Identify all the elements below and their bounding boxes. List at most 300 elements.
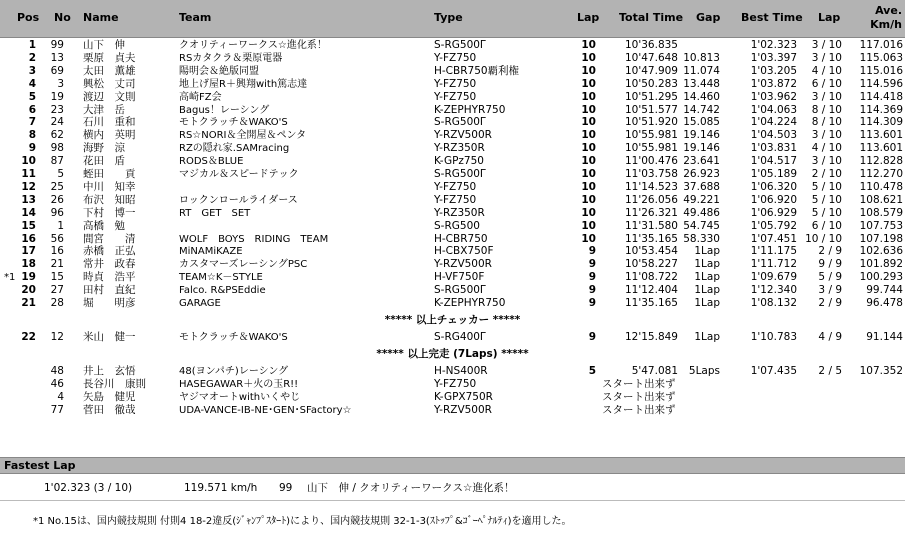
cell-pos: 9 (28, 142, 36, 155)
col-speed-header: Ave. Km/h (870, 4, 902, 31)
table-row (0, 391, 905, 404)
cell-no: 62 (50, 129, 64, 142)
cell-best-lap: 6 / 10 (811, 77, 842, 90)
cell-best-lap: 2 / 10 (811, 168, 842, 180)
col-pos-header: Pos (17, 11, 40, 24)
cell-total-time: 11'35.165 (625, 232, 678, 245)
cell-best-lap: 3 / 10 (811, 51, 842, 64)
col-total-time-header: Total Time (619, 11, 684, 24)
cell-team: WOLF BOYS RIDING TEAM (179, 233, 329, 245)
cell-gap: 54.745 (683, 219, 720, 232)
cell-speed: 107.753 (859, 219, 903, 232)
table-row (0, 116, 905, 129)
cell-gap: 19.146 (683, 142, 720, 155)
cell-best-lap: 9 / 9 (818, 258, 842, 271)
cell-pos: 16 (21, 232, 36, 245)
cell-pos: 19 (21, 271, 36, 284)
cell-type: Y-FZ750 (434, 378, 477, 390)
cell-speed: 100.293 (859, 271, 903, 284)
cell-total-time: 11'35.165 (625, 297, 678, 309)
cell-type: K-GPX750R (434, 390, 493, 403)
cell-gap: 49.221 (683, 193, 720, 206)
cell-name: 布沢 知昭 (83, 193, 136, 206)
cell-lap: 10 (581, 155, 596, 168)
cell-speed: 114.309 (859, 116, 903, 129)
cell-lap: 10 (581, 180, 596, 193)
cell-type: Y-FZ750 (434, 90, 477, 103)
cell-total-time: 5'47.081 (631, 365, 678, 378)
cell-name: 田村 直紀 (83, 284, 136, 297)
cell-team: RODS＆BLUE (179, 156, 244, 168)
cell-speed: 113.601 (859, 129, 903, 142)
cell-type: Y-RZV500R (434, 129, 492, 142)
cell-best-time: 1'03.962 (750, 90, 797, 103)
table-row (0, 233, 905, 246)
cell-best-time: 1'04.224 (750, 116, 797, 129)
cell-total-time: 11'26.321 (625, 206, 678, 219)
cell-pos: 17 (21, 245, 36, 258)
cell-speed: 102.636 (859, 245, 903, 258)
cell-type: S-RG500Γ (434, 168, 486, 180)
cell-name: 石川 重和 (83, 116, 136, 129)
cell-no: 69 (50, 64, 64, 77)
cell-name: 時貞 浩平 (83, 271, 136, 284)
cell-best-lap: 3 / 10 (811, 39, 842, 51)
cell-total-time: 10'51.577 (625, 103, 678, 116)
cell-lap: 10 (581, 77, 596, 90)
cell-best-time: 1'03.831 (750, 142, 797, 155)
cell-lap: 10 (581, 206, 596, 219)
cell-type: H-CBR750覇利権 (434, 64, 520, 77)
cell-no: 48 (50, 365, 64, 378)
cell-no: 13 (50, 51, 64, 64)
cell-name: 常井 政春 (83, 258, 136, 271)
cell-best-lap: 8 / 10 (811, 103, 842, 116)
cell-pos: 10 (21, 155, 36, 168)
col-type-header: Type (434, 11, 463, 24)
cell-team: モトクラッチ＆WAKO'S (179, 332, 288, 344)
cell-best-lap: 5 / 10 (811, 180, 842, 193)
table-row (0, 258, 905, 271)
fastest-lap-header (0, 457, 905, 474)
table-row (0, 297, 905, 310)
cell-team: ヤジマオートwithいくやじ (179, 391, 301, 403)
cell-lap: 10 (581, 168, 596, 180)
cell-speed: 117.016 (859, 39, 903, 51)
table-row (0, 284, 905, 297)
cell-speed: 110.478 (859, 180, 903, 193)
cell-lap: 10 (581, 39, 596, 51)
cell-team: RSカタクラ＆栗原電器 (179, 52, 283, 64)
cell-name: 蛭田 貢 (83, 168, 136, 180)
cell-type: S-RG400Γ (434, 331, 486, 344)
cell-team: 高崎FZ会 (179, 91, 222, 103)
cell-lap: 10 (581, 219, 596, 232)
cell-best-lap: 5 / 9 (818, 271, 842, 284)
fastest-lap-label: Fastest Lap (4, 459, 76, 472)
col-name-header: Name (83, 11, 119, 24)
cell-best-lap: 6 / 10 (811, 219, 842, 232)
cell-no: 1 (57, 219, 64, 232)
cell-gap: 14.460 (683, 90, 720, 103)
cell-team: マジカル＆スピードテック (179, 169, 299, 180)
cell-lap: 10 (581, 51, 596, 64)
cell-lap: 10 (581, 193, 596, 206)
cell-no: 4 (57, 390, 64, 403)
penalty-mark: *1 (4, 272, 16, 284)
fastest-lap-no: 99 (279, 482, 293, 494)
cell-no: 12 (50, 331, 64, 344)
cell-speed: 114.418 (859, 90, 903, 103)
cell-best-lap: 5 / 10 (811, 193, 842, 206)
fastest-lap-rider: 山下 伸 / クオリティーワークス☆進化系！ (307, 482, 515, 494)
results-header (0, 0, 905, 38)
cell-speed: 112.828 (859, 155, 903, 168)
cell-best-time: 1'08.132 (750, 297, 797, 309)
cell-best-time: 1'05.189 (750, 168, 797, 180)
cell-best-lap: 5 / 10 (811, 206, 842, 219)
cell-pos: 7 (28, 116, 36, 129)
cell-name: 興松 丈司 (83, 77, 136, 90)
cell-name: 山下 伸 (83, 39, 125, 51)
cell-best-time: 1'04.517 (750, 155, 797, 168)
table-row (0, 129, 905, 142)
cell-gap: 14.742 (683, 103, 720, 116)
table-row (0, 104, 905, 117)
table-row (0, 378, 905, 391)
cell-speed: 107.352 (859, 365, 903, 378)
table-row (0, 78, 905, 91)
cell-gap: 10.813 (683, 51, 720, 64)
cell-total-time: 10'55.981 (625, 142, 678, 155)
cell-pos: 1 (28, 39, 36, 51)
cell-total-time: 10'47.909 (625, 64, 678, 77)
cell-lap: 10 (581, 142, 596, 155)
cell-status: スタート出来ず (602, 390, 676, 403)
cell-total-time: 11'03.758 (625, 168, 678, 180)
cell-best-lap: 2 / 5 (818, 365, 842, 378)
cell-team: 48(ヨンパチ)レーシング (179, 366, 289, 378)
cell-total-time: 10'51.295 (625, 90, 678, 103)
cell-gap: 26.923 (683, 168, 720, 180)
cell-no: 15 (50, 271, 64, 284)
cell-no: 56 (50, 232, 64, 245)
table-row (0, 39, 905, 52)
cell-speed: 107.198 (859, 232, 903, 245)
separator-line: ***** 以上完走 (7Laps) ***** (376, 348, 529, 361)
cell-best-time: 1'11.712 (750, 258, 797, 271)
table-row (0, 142, 905, 155)
cell-team: MiNAMiKAZE (179, 246, 243, 258)
table-row (0, 365, 905, 378)
cell-pos: 5 (28, 90, 36, 103)
cell-name: 赤橋 正弘 (83, 245, 136, 258)
cell-total-time: 11'12.404 (625, 284, 678, 297)
cell-no: 19 (50, 90, 64, 103)
cell-name: 長谷川 康則 (83, 378, 146, 390)
table-row (0, 194, 905, 207)
cell-best-time: 1'04.063 (750, 103, 797, 116)
cell-total-time: 10'55.981 (625, 129, 678, 142)
cell-lap: 10 (581, 232, 596, 245)
cell-lap: 9 (588, 331, 596, 344)
cell-speed: 114.596 (859, 77, 903, 90)
cell-status: スタート出来ず (602, 378, 676, 390)
cell-type: K-GPz750 (434, 155, 484, 168)
cell-type: K-ZEPHYR750 (434, 297, 506, 309)
cell-type: S-RG500Γ (434, 39, 486, 51)
cell-best-time: 1'10.783 (750, 331, 797, 344)
cell-gap: 49.486 (683, 206, 720, 219)
cell-type: Y-RZ350R (434, 206, 485, 219)
cell-best-time: 1'07.435 (750, 365, 797, 378)
table-row (0, 168, 905, 181)
cell-gap: 1Lap (694, 271, 720, 284)
cell-name: 堀 明彦 (83, 297, 136, 309)
cell-best-time: 1'07.451 (750, 232, 797, 245)
cell-best-lap: 2 / 9 (818, 297, 842, 309)
cell-gap: 5Laps (688, 365, 720, 378)
cell-team: GARAGE (179, 298, 221, 309)
cell-speed: 108.579 (859, 206, 903, 219)
cell-best-lap: 3 / 9 (818, 284, 842, 297)
cell-lap: 10 (581, 64, 596, 77)
cell-name: 花田 盾 (83, 155, 125, 168)
cell-team: 陽明会＆絶版同盟 (179, 65, 259, 77)
cell-pos: 21 (21, 297, 36, 309)
cell-no: 96 (50, 206, 64, 219)
table-row (0, 404, 905, 417)
cell-type: Y-RZV500R (434, 258, 492, 271)
cell-type: Y-FZ750 (434, 77, 477, 90)
fastest-lap-speed: 119.571 km/h (184, 482, 258, 494)
cell-pos: 8 (28, 129, 36, 142)
footnote: *1 No.15は、国内競技規則 付則4 18-2違反(ｼﾞｬﾝﾌﾟｽﾀｰﾄ)により、国内競技規則 32-1-3(ｽﾄｯﾌﾟ&ｺﾞｰﾍﾟﾅﾙﾃｨ)を適用した。 (33, 516, 572, 527)
table-row (0, 65, 905, 78)
cell-team: UDA-VANCE-IB-NE･GEN･SFactory☆ (179, 404, 352, 416)
cell-no: 77 (50, 403, 64, 416)
cell-speed: 115.063 (859, 51, 903, 64)
cell-no: 23 (50, 103, 64, 116)
cell-best-time: 1'03.872 (750, 77, 797, 90)
fastest-lap-row (0, 482, 905, 495)
cell-best-lap: 3 / 10 (811, 90, 842, 103)
cell-name: 大津 岳 (83, 103, 125, 116)
footnote-divider (0, 500, 905, 501)
cell-name: 渡辺 文則 (83, 90, 136, 103)
cell-lap: 9 (588, 284, 596, 297)
cell-type: Y-FZ750 (434, 51, 477, 64)
cell-pos: 22 (21, 331, 36, 344)
cell-best-lap: 4 / 9 (818, 331, 842, 344)
cell-type: Y-RZ350R (434, 142, 485, 155)
cell-lap: 9 (588, 245, 596, 258)
cell-lap: 9 (588, 297, 596, 309)
cell-speed: 99.744 (866, 284, 903, 297)
cell-pos: 12 (21, 180, 36, 193)
col-gap-header: Gap (696, 11, 721, 24)
cell-gap: 37.688 (683, 180, 720, 193)
cell-pos: 14 (21, 206, 36, 219)
cell-type: H-CBX750F (434, 245, 494, 258)
cell-pos: 20 (21, 284, 36, 297)
cell-best-time: 1'02.323 (750, 39, 797, 51)
cell-lap: 10 (581, 116, 596, 129)
cell-gap: 1Lap (694, 297, 720, 309)
cell-lap: 9 (588, 271, 596, 284)
cell-name: 中川 知幸 (83, 180, 136, 193)
cell-type: H-NS400R (434, 365, 488, 378)
cell-gap: 23.641 (683, 155, 720, 168)
cell-gap: 1Lap (694, 245, 720, 258)
col-lap-header: Lap (577, 11, 600, 24)
cell-total-time: 11'31.580 (625, 219, 678, 232)
cell-type: S-RG500 (434, 219, 480, 232)
cell-speed: 91.144 (866, 331, 903, 344)
col-no-header: No (54, 11, 71, 24)
cell-type: Y-FZ750 (434, 193, 477, 206)
cell-total-time: 10'53.454 (625, 245, 678, 258)
cell-type: S-RG500Γ (434, 284, 486, 297)
cell-type: H-CBR750 (434, 232, 488, 245)
cell-speed: 115.016 (859, 64, 903, 77)
cell-type: Y-RZV500R (434, 403, 492, 416)
cell-best-time: 1'11.175 (750, 245, 797, 258)
cell-name: 井上 玄悟 (83, 365, 136, 378)
cell-total-time: 10'47.648 (625, 51, 678, 64)
table-row (0, 155, 905, 168)
cell-total-time: 10'50.283 (625, 77, 678, 90)
cell-best-time: 1'06.920 (750, 193, 797, 206)
cell-best-lap: 2 / 9 (818, 245, 842, 258)
cell-name: 太田 薫雄 (83, 64, 136, 77)
cell-pos: 2 (28, 51, 36, 64)
cell-team: HASEGAWAR＋火の玉R!! (179, 379, 299, 390)
cell-total-time: 11'26.056 (625, 193, 678, 206)
cell-type: K-ZEPHYR750 (434, 103, 506, 116)
table-row (0, 245, 905, 258)
cell-speed: 108.621 (859, 193, 903, 206)
cell-status: スタート出来ず (602, 403, 676, 416)
cell-best-lap: 3 / 10 (811, 129, 842, 142)
cell-lap: 9 (588, 258, 596, 271)
cell-pos: 13 (21, 193, 36, 206)
cell-speed: 101.892 (859, 258, 903, 271)
table-row (0, 220, 905, 233)
cell-team: ロックンロールライダース (179, 194, 298, 206)
cell-total-time: 11'00.476 (625, 155, 678, 168)
cell-type: H-VF750F (434, 271, 485, 284)
cell-gap: 15.085 (683, 116, 720, 129)
cell-team: RT GET SET (179, 207, 251, 219)
cell-gap: 58.330 (683, 232, 720, 245)
cell-speed: 96.478 (866, 297, 903, 309)
cell-best-time: 1'05.792 (750, 219, 797, 232)
cell-no: 98 (50, 142, 64, 155)
cell-best-time: 1'04.503 (750, 129, 797, 142)
cell-best-lap: 10 / 10 (805, 232, 842, 245)
cell-name: 下村 博一 (83, 206, 136, 219)
cell-name: 高橋 勉 (83, 219, 125, 232)
cell-best-lap: 8 / 10 (811, 116, 842, 129)
cell-no: 21 (50, 258, 64, 271)
table-row (0, 52, 905, 65)
cell-no: 28 (50, 297, 64, 309)
cell-best-lap: 4 / 10 (811, 142, 842, 155)
cell-no: 46 (50, 378, 64, 390)
cell-pos: 11 (21, 168, 36, 180)
col-best-lap-header: Lap (818, 11, 841, 24)
table-row (0, 331, 905, 344)
cell-no: 24 (50, 116, 64, 129)
col-team-header: Team (179, 11, 212, 24)
cell-no: 27 (50, 284, 64, 297)
cell-team: RZの隠れ家.SAMracing (179, 143, 290, 155)
cell-gap: 13.448 (683, 77, 720, 90)
cell-pos: 6 (28, 103, 36, 116)
table-row (0, 181, 905, 194)
cell-lap: 10 (581, 103, 596, 116)
cell-name: 海野 涼 (83, 142, 125, 155)
cell-type: Y-FZ750 (434, 180, 477, 193)
cell-total-time: 11'08.722 (625, 271, 678, 284)
cell-team: RS☆NORI＆全開屋＆ペンタ (179, 130, 307, 142)
cell-best-lap: 4 / 10 (811, 64, 842, 77)
cell-lap: 10 (581, 129, 596, 142)
table-row (0, 271, 905, 284)
cell-gap: 1Lap (694, 284, 720, 297)
cell-total-time: 10'58.227 (625, 258, 678, 271)
table-row (0, 91, 905, 104)
cell-pos: 18 (21, 258, 36, 271)
cell-team: TEAM☆K－STYLE (179, 272, 263, 284)
fastest-lap-time: 1'02.323 (3 / 10) (44, 482, 133, 494)
cell-gap: 1Lap (694, 331, 720, 344)
cell-total-time: 10'51.920 (625, 116, 678, 129)
cell-no: 3 (57, 77, 64, 90)
cell-no: 5 (57, 168, 64, 180)
cell-best-time: 1'03.205 (750, 64, 797, 77)
cell-best-lap: 3 / 10 (811, 155, 842, 168)
cell-name: 横内 英明 (83, 129, 136, 142)
cell-name: 間宮 清 (83, 232, 136, 245)
col-best-time-header: Best Time (741, 11, 803, 24)
cell-team: クオリティーワークス☆進化系！ (179, 40, 327, 51)
cell-pos: 4 (28, 77, 36, 90)
cell-name: 矢島 健児 (83, 390, 136, 403)
cell-team: 地上げ屋R＋興翔with篤志達 (179, 78, 308, 90)
cell-best-time: 1'06.929 (750, 206, 797, 219)
separator-line: ***** 以上チェッカー ***** (384, 314, 521, 327)
cell-gap: 11.074 (683, 64, 720, 77)
cell-speed: 114.369 (859, 103, 903, 116)
cell-gap: 1Lap (694, 258, 720, 271)
cell-no: 26 (50, 193, 64, 206)
cell-best-time: 1'03.397 (750, 51, 797, 64)
cell-gap: 19.146 (683, 129, 720, 142)
cell-team: Falco. R&PSEddie (179, 285, 266, 297)
cell-type: S-RG500Γ (434, 116, 486, 129)
cell-total-time: 10'36.835 (625, 39, 678, 51)
cell-name: 菅田 徹哉 (83, 403, 136, 416)
cell-no: 25 (50, 180, 64, 193)
cell-no: 87 (50, 155, 64, 168)
cell-total-time: 12'15.849 (625, 331, 678, 344)
cell-best-time: 1'12.340 (750, 284, 797, 297)
cell-speed: 113.601 (859, 142, 903, 155)
cell-pos: 3 (28, 64, 36, 77)
cell-best-time: 1'06.320 (750, 180, 797, 193)
